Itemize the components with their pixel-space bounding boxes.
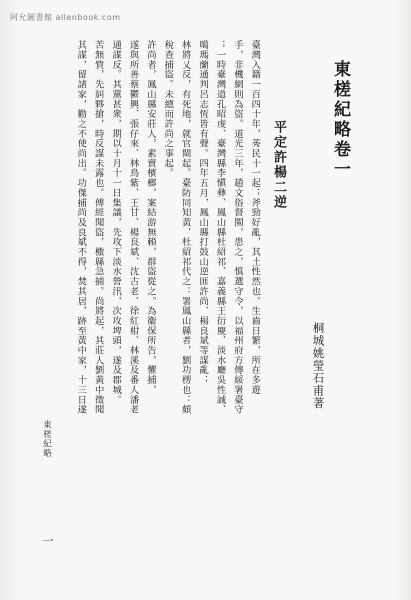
author-line: 桐城姚瑩石甫著 xyxy=(311,322,326,410)
body-column: 苦無貲，先糾夥搶，時反謀未露也。傅經聞盜，檄縣急捕。尚將起，其莊人劉黃中徵聞 xyxy=(92,40,104,415)
section-title: 平定許楊二逆 xyxy=(271,120,286,210)
body-column: 許尚者，鳳山縣安莊人，素賣檳榔，案結游無賴，群盜從之。為衞保所告，懼捕， xyxy=(144,40,156,395)
body-column: 臺灣入籍一百四十年，莠民十一起；斧勁好亂，其土性然也。生齒日繁，所在多遊 xyxy=(249,40,261,395)
page-number: 一 xyxy=(41,535,54,546)
running-title: 東槎紀略 xyxy=(41,420,52,458)
body-column: 手，非機網則為盜。道光三年，趙文俗督閩，患之，慎選守令，以福州府方傳綏署臺守 xyxy=(231,40,243,415)
book-title: 東槎紀略卷一 xyxy=(330,60,350,180)
body-column: 噶瑪蘭通判呂志恆皆有聲。四年五月，鳳山縣打鼓山逆匪許尚、楊良斌等謀亂； xyxy=(197,40,209,385)
body-column: ；一時臺灣道孔昭虔、臺灣縣李愼彝、鳳山縣杜紹祁、嘉義縣王衍慶、淡水廳吳性誠、 xyxy=(214,40,226,415)
body-column: 遂與所善蔡鬱興、張仔來、林鳥紫、王甘、楊良斌、沈古老、徐紅柑、林溪及番人潘老 xyxy=(127,40,139,415)
body-column: 稅查捕盜。未總而許尚之事起。 xyxy=(162,40,174,178)
body-column: 其謀，留諸家，勸之不使尚出。功傑捕尚及良斌不得，焚其居，跡至黃中家，十三日遂 xyxy=(75,40,87,415)
body-column: 通謀反。其黨甚衆，期以十月十一日集議，先攻下淡水營汛，次攻埤頭，遂及郡城。 xyxy=(110,40,122,405)
site-watermark: 阿允圖書館 allenbook.com xyxy=(10,13,121,22)
body-column: 林將乂反，有死地，就官閘起。臺防同知黃，杜紹祁代之：署鳳山縣者，劉功楞也：頗 xyxy=(179,40,191,415)
